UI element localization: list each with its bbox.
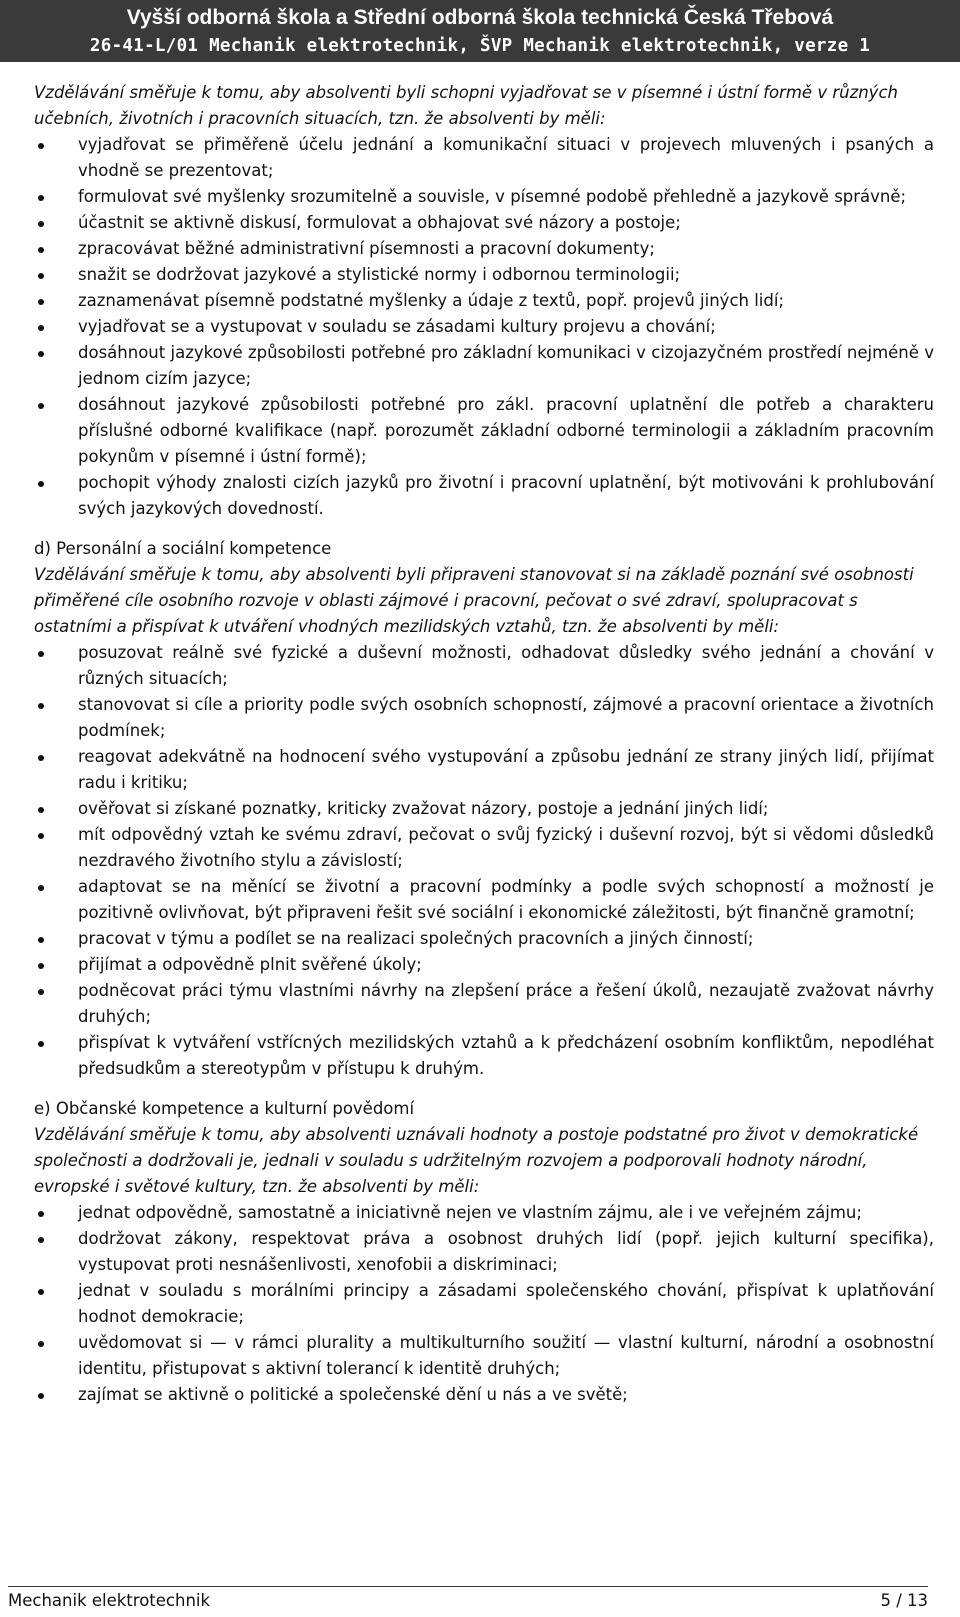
bullet-list bbox=[34, 132, 934, 522]
list-item: pracovat v týmu a podílet se na realizaci společných pracovních a jiných činností; bbox=[34, 926, 934, 952]
list-item: adaptovat se na měnící se životní a pracovní podmínky a podle svých schopností a možností je pozitivně ovlivňovat, být připraveni řešit své sociální i ekonomické záležitosti, být finančně gramotní; bbox=[34, 874, 934, 926]
list-item: zpracovávat běžné administrativní písemnosti a pracovní dokumenty; bbox=[34, 236, 934, 262]
list-item: zajímat se aktivně o politické a společenské dění u nás a ve světě; bbox=[34, 1382, 934, 1408]
list-item: posuzovat reálně své fyzické a duševní možnosti, odhadovat důsledky svého jednání a chování v různých situacích; bbox=[34, 640, 934, 692]
list-item: stanovovat si cíle a priority podle svých osobních schopností, zájmové a pracovní orientace a životních podmínek; bbox=[34, 692, 934, 744]
section-intro: Vzdělávání směřuje k tomu, aby absolventi byli schopni vyjadřovat se v písemné i ústní formě v různých učebních, životních i pracovních situacích, tzn. že absolventi by měli: bbox=[34, 83, 898, 128]
list-item: účastnit se aktivně diskusí, formulovat a obhajovat své názory a postoje; bbox=[34, 210, 934, 236]
list-item: podněcovat práci týmu vlastními návrhy na zlepšení práce a řešení úkolů, nezaujatě zvažovat návrhy druhých; bbox=[34, 978, 934, 1030]
footer-title: Mechanik elektrotechnik bbox=[8, 1591, 211, 1610]
section-intro: Vzdělávání směřuje k tomu, aby absolventi byli připraveni stanovovat si na základě poznání své osobnosti přiměřené cíle osobního rozvoje v oblasti zájmové i pracovní, pečovat o své zdraví, spolupracovat s ostatními a přispívat k utváření vhodných mezilidských vztahů, tzn. že absolventi by měli: bbox=[34, 565, 914, 636]
bullet-list bbox=[34, 1200, 934, 1408]
list-item: zaznamenávat písemně podstatné myšlenky a údaje z textů, popř. projevů jiných lidí; bbox=[34, 288, 934, 314]
list-item: přijímat a odpovědně plnit svěřené úkoly; bbox=[34, 952, 934, 978]
page-header bbox=[0, 0, 960, 62]
section-communication bbox=[34, 80, 934, 522]
list-item: mít odpovědný vztah ke svému zdraví, pečovat o svůj fyzický i duševní rozvoj, být si vědomi důsledků nezdravého životního stylu a závislostí; bbox=[34, 822, 934, 874]
page-content bbox=[34, 80, 934, 1408]
bullet-list bbox=[34, 640, 934, 1082]
list-item: uvědomovat si — v rámci plurality a multikulturního soužití — vlastní kulturní, národní a osobnostní identitu, přistupovat s aktivní tolerancí k identitě druhých; bbox=[34, 1330, 934, 1382]
list-item: pochopit výhody znalosti cizích jazyků pro životní i pracovní uplatnění, být motivováni k prohlubování svých jazykových dovedností. bbox=[34, 470, 934, 522]
list-item: dosáhnout jazykové způsobilosti potřebné pro základní komunikaci v cizojazyčném prostředí nejméně v jednom cizím jazyce; bbox=[34, 340, 934, 392]
list-item: ověřovat si získané poznatky, kriticky zvažovat názory, postoje a jednání jiných lidí; bbox=[34, 796, 934, 822]
list-item: formulovat své myšlenky srozumitelně a souvisle, v písemné podobě přehledně a jazykově správně; bbox=[34, 184, 934, 210]
list-item: snažit se dodržovat jazykové a stylistické normy i odbornou terminologii; bbox=[34, 262, 934, 288]
list-item: přispívat k vytváření vstřícných mezilidských vztahů a k předcházení osobním konfliktům, nepodléhat předsudkům a stereotypům v přístupu k druhým. bbox=[34, 1030, 934, 1082]
list-item: dosáhnout jazykové způsobilosti potřebné pro zákl. pracovní uplatnění dle potřeb a charakteru příslušné odborné kvalifikace (např. porozumět základní odborné terminologii a základním pracovním pokynům v písemné i ústní formě); bbox=[34, 392, 934, 470]
list-item: jednat odpovědně, samostatně a iniciativně nejen ve vlastním zájmu, ale i ve veřejném zájmu; bbox=[34, 1200, 934, 1226]
list-item: vyjadřovat se přiměřeně účelu jednání a komunikační situaci v projevech mluvených i psaných a vhodně se prezentovat; bbox=[34, 132, 934, 184]
school-name: Vyšší odborná škola a Střední odborná škola technická Česká Třebová bbox=[126, 6, 834, 29]
page-number: 5 / 13 bbox=[880, 1591, 928, 1610]
list-item: reagovat adekvátně na hodnocení svého vystupování a způsobu jednání ze strany jiných lidí, přijímat radu i kritiku; bbox=[34, 744, 934, 796]
list-item: dodržovat zákony, respektovat práva a osobnost druhých lidí (popř. jejich kulturní specifika), vystupovat proti nesnášenlivosti, xenofobii a diskriminaci; bbox=[34, 1226, 934, 1278]
list-item: vyjadřovat se a vystupovat v souladu se zásadami kultury projevu a chování; bbox=[34, 314, 934, 340]
program-code: 26-41-L/01 Mechanik elektrotechnik, ŠVP Mechanik elektrotechnik, verze 1 bbox=[89, 36, 871, 56]
section-heading: d) Personální a sociální kompetence bbox=[34, 539, 332, 558]
section-personal-social bbox=[34, 536, 934, 1082]
page-footer bbox=[8, 1586, 928, 1615]
list-item: jednat v souladu s morálními principy a zásadami společenského chování, přispívat k uplatňování hodnot demokracie; bbox=[34, 1278, 934, 1330]
section-civic-cultural bbox=[34, 1096, 934, 1408]
section-intro: Vzdělávání směřuje k tomu, aby absolventi uznávali hodnoty a postoje podstatné pro život v demokratické společnosti a dodržovali je, jednali v souladu s udržitelným rozvojem a podporovali hodnoty národní, evropské i světové kultury, tzn. že absolventi by měli: bbox=[34, 1125, 919, 1196]
section-heading: e) Občanské kompetence a kulturní povědomí bbox=[34, 1099, 415, 1118]
